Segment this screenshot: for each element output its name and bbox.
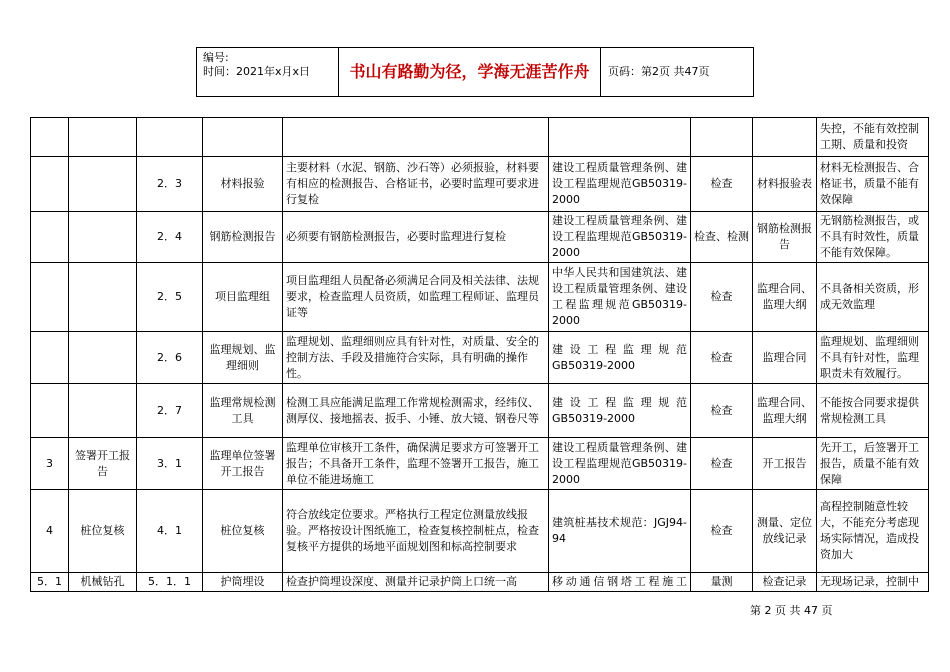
table-cell-c8 [753, 118, 817, 157]
table-cell-c7: 检查 [691, 332, 753, 384]
table-cell-c2: 机械钻孔 [69, 573, 137, 592]
table-cell-c8: 监理合同、监理大纲 [753, 263, 817, 332]
table-cell-c7: 检查 [691, 157, 753, 212]
table-cell-c6: 建筑桩基技术规范：JGJ94-94 [549, 490, 691, 573]
table-cell-c8: 材料报验表 [753, 157, 817, 212]
table-cell-c4: 护筒埋设 [203, 573, 283, 592]
table-cell-c2 [69, 118, 137, 157]
table-cell-c4: 监理单位签署开工报告 [203, 438, 283, 490]
table-cell-c9: 监理规划、监理细则不具有针对性，监理职责未有效履行。 [817, 332, 929, 384]
table-cell-c6: 建设工程质量管理条例、建设工程监理规范GB50319-2000 [549, 212, 691, 263]
table-row [31, 490, 929, 573]
table-cell-c4: 监理常规检测工具 [203, 384, 283, 438]
table-cell-c3 [137, 118, 203, 157]
table-cell-c1 [31, 212, 69, 263]
table-cell-c6: 建设工程监理规范GB50319-2000 [549, 332, 691, 384]
table-cell-c7: 检查 [691, 438, 753, 490]
table-cell-c2 [69, 263, 137, 332]
table-cell-c1 [31, 157, 69, 212]
table-cell-c5: 主要材料（水泥、钢筋、沙石等）必须报验，材料要有相应的检测报告、合格证书，必要时监理可要求进行复检 [283, 157, 549, 212]
table-cell-c7: 检查 [691, 384, 753, 438]
table-row [31, 573, 929, 592]
table-cell-c6: 建设工程质量管理条例、建设工程监理规范GB50319-2000 [549, 438, 691, 490]
code-label: 编号: [203, 51, 229, 64]
table-row [31, 384, 929, 438]
table-cell-c9: 无现场记录，控制中 [817, 573, 929, 592]
table-cell-c7: 量测 [691, 573, 753, 592]
table-cell-c9: 先开工，后签署开工报告，质量不能有效保障 [817, 438, 929, 490]
table-cell-c2: 签署开工报告 [69, 438, 137, 490]
table-cell-c6: 建设工程质量管理条例、建设工程监理规范GB50319-2000 [549, 157, 691, 212]
table-cell-c5: 必须要有钢筋检测报告，必要时监理进行复检 [283, 212, 549, 263]
table-cell-c2 [69, 384, 137, 438]
table-cell-c9: 材料无检测报告、合格证书，质量不能有效保障 [817, 157, 929, 212]
table-cell-c9: 不具备相关资质，形成无效监理 [817, 263, 929, 332]
table-cell-c3: 2．5 [137, 263, 203, 332]
table-cell-c6: 移动通信钢塔工程施工 [549, 573, 691, 592]
table-cell-c5: 检查护筒埋设深度、测量并记录护筒上口统一高 [283, 573, 549, 592]
table-cell-c6: 中华人民共和国建筑法、建设工程质量管理条例、建设工程监理规范GB50319-2000 [549, 263, 691, 332]
table-cell-c8: 开工报告 [753, 438, 817, 490]
table-cell-c1 [31, 332, 69, 384]
table-cell-c9: 不能按合同要求提供常规检测工具 [817, 384, 929, 438]
table-cell-c5: 监理单位审核开工条件，确保满足要求方可签署开工报告；不具备开工条件，监理不签署开工报告，施工单位不能进场施工 [283, 438, 549, 490]
table-cell-c2 [69, 157, 137, 212]
table-cell-c8: 监理合同、监理大纲 [753, 384, 817, 438]
table-cell-c3: 2．7 [137, 384, 203, 438]
table-cell-c3: 2．6 [137, 332, 203, 384]
table-cell-c8: 钢筋检测报告 [753, 212, 817, 263]
table-cell-c7: 检查、检测 [691, 212, 753, 263]
table-cell-c4: 钢筋检测报告 [203, 212, 283, 263]
table-cell-c1: 4 [31, 490, 69, 573]
table-cell-c7: 检查 [691, 490, 753, 573]
table-cell-c8: 监理合同 [753, 332, 817, 384]
table-cell-c7: 检查 [691, 263, 753, 332]
table-cell-c5: 符合放线定位要求。严格执行工程定位测量放线报验。严格按设计图纸施工，检查复核控制桩点，检查复核平方提供的场地平面规划图和标高控制要求 [283, 490, 549, 573]
table-cell-c4 [203, 118, 283, 157]
table-cell-c4: 桩位复核 [203, 490, 283, 573]
table-row [31, 263, 929, 332]
table-cell-c9: 无钢筋检测报告，或不具有时效性，质量不能有效保障。 [817, 212, 929, 263]
table-cell-c3: 5．1．1 [137, 573, 203, 592]
inspection-table [30, 117, 929, 592]
table-cell-c9: 高程控制随意性较大，不能充分考虑现场实际情况，造成投资加大 [817, 490, 929, 573]
table-cell-c3: 4．1 [137, 490, 203, 573]
table-row [31, 438, 929, 490]
table-cell-c3: 3．1 [137, 438, 203, 490]
table-cell-c1: 5．1 [31, 573, 69, 592]
motto: 书山有路勤为径，学海无涯苦作舟 [339, 48, 601, 96]
table-cell-c4: 项目监理组 [203, 263, 283, 332]
table-cell-c5 [283, 118, 549, 157]
table-row [31, 212, 929, 263]
table-cell-c6 [549, 118, 691, 157]
table-cell-c4: 材料报验 [203, 157, 283, 212]
table-cell-c8: 检查记录 [753, 573, 817, 592]
table-cell-c1 [31, 263, 69, 332]
table-cell-c1 [31, 384, 69, 438]
page-header [196, 47, 754, 97]
table-cell-c4: 监理规划、监理细则 [203, 332, 283, 384]
table-cell-c3: 2．4 [137, 212, 203, 263]
time-label: 时间：2021年x月x日 [203, 65, 311, 78]
table-cell-c2 [69, 332, 137, 384]
table-cell-c3: 2．3 [137, 157, 203, 212]
table-cell-c8: 测量、定位放线记录 [753, 490, 817, 573]
table-cell-c5: 检测工具应能满足监理工作常规检测需求，经纬仪、测厚仪、接地摇表、扳手、小锤、放大镜、钢卷尺等 [283, 384, 549, 438]
table-row [31, 157, 929, 212]
table-cell-c2 [69, 212, 137, 263]
table-cell-c2: 桩位复核 [69, 490, 137, 573]
table-cell-c1 [31, 118, 69, 157]
page-number-label: 页码：第2页 共47页 [608, 65, 710, 78]
table-cell-c1: 3 [31, 438, 69, 490]
header-info-cell [197, 48, 339, 96]
table-row [31, 118, 929, 157]
table-cell-c6: 建设工程监理规范GB50319-2000 [549, 384, 691, 438]
table-cell-c5: 项目监理组人员配备必须满足合同及相关法律、法规要求，检查监理人员资质，如监理工程师证、监理员证等 [283, 263, 549, 332]
table-row [31, 332, 929, 384]
page-footer: 第 2 页 共 47 页 [750, 604, 833, 617]
table-cell-c5: 监理规划、监理细则应具有针对性，对质量、安全的控制方法、手段及措施符合实际，具有明确的操作性。 [283, 332, 549, 384]
table-cell-c9: 失控，不能有效控制工期、质量和投资 [817, 118, 929, 157]
table-cell-c7 [691, 118, 753, 157]
